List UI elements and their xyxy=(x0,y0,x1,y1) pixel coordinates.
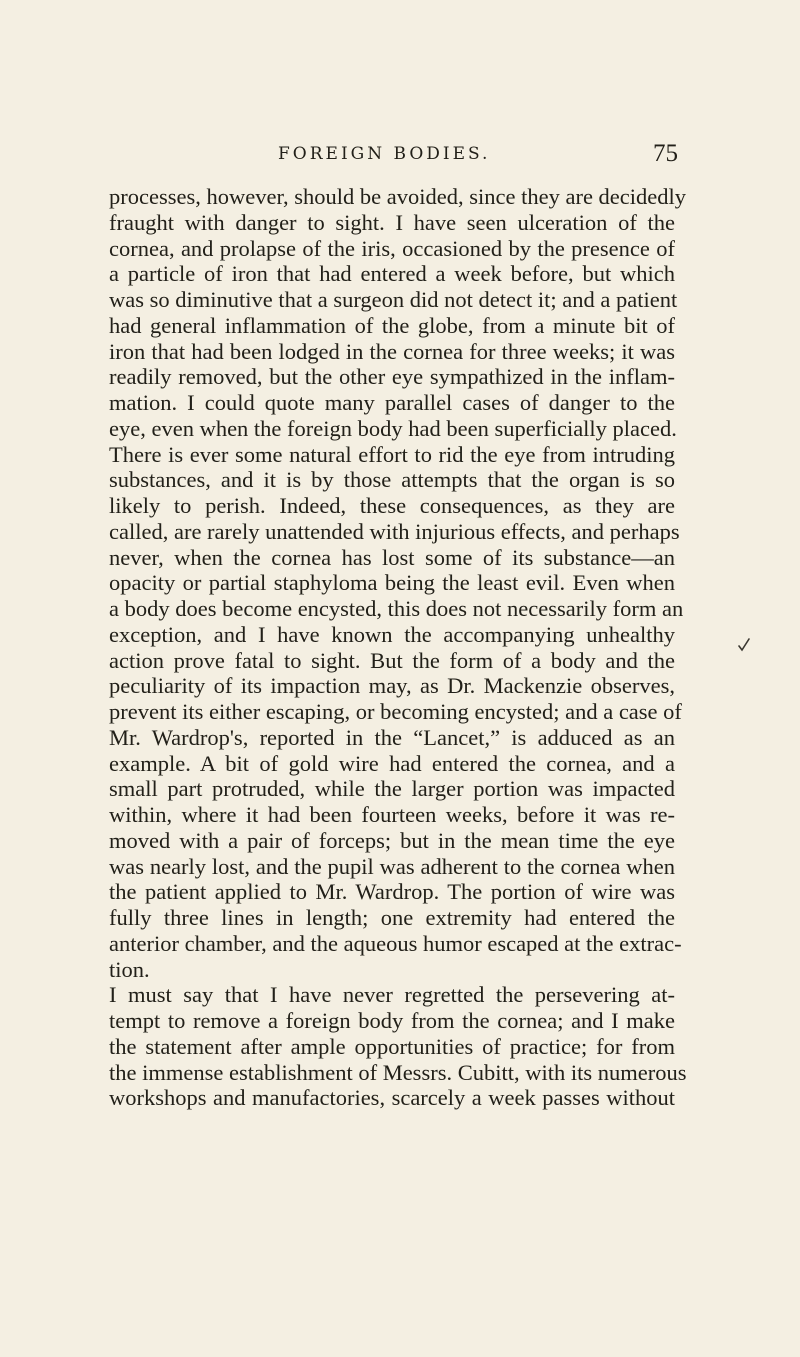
text-line: small part protruded, while the larger portion was impacted xyxy=(109,776,675,802)
text-line: the patient applied to Mr. Wardrop. The portion of wire was xyxy=(109,879,675,905)
text-line: had general inflammation of the globe, from a minute bit of xyxy=(109,312,675,338)
text-line: tion. xyxy=(109,956,150,982)
text-line: moved with a pair of forceps; but in the mean time the eye xyxy=(109,827,675,853)
text-line: prevent its either escaping, or becoming encysted; and a case of xyxy=(109,699,682,724)
text-line: fully three lines in length; one extremity had entered the xyxy=(109,905,675,930)
running-title: FOREIGN BODIES. xyxy=(278,144,491,164)
text-line: example. A bit of gold wire had entered the cornea, and a xyxy=(109,750,675,776)
text-line: was nearly lost, and the pupil was adherent to the cornea when xyxy=(109,853,675,879)
text-line: anterior chamber, and the aqueous humor escaped at the extrac- xyxy=(109,930,682,956)
text-line: tempt to remove a foreign body from the cornea; and I make xyxy=(109,1008,675,1033)
text-line: within, where it had been fourteen weeks, before it was re- xyxy=(109,802,675,827)
text-line: readily removed, but the other eye sympathized in the inflam- xyxy=(109,364,675,390)
text-line: never, when the cornea has lost some of its substance—an xyxy=(109,544,675,570)
text-line: processes, however, should be avoided, since they are decidedly xyxy=(109,184,687,209)
paragraph-first-line: I must say that I have never regretted the persevering at- xyxy=(109,982,675,1008)
text-line: was so diminutive that a surgeon did not detect it; and a patient xyxy=(109,287,678,312)
page-number: 75 xyxy=(653,140,678,167)
text-line: workshops and manufactories, scarcely a week passes without xyxy=(109,1085,675,1111)
pencil-check-mark-icon xyxy=(738,638,750,652)
text-line: fraught with danger to sight. I have seen ulceration of the xyxy=(109,209,675,235)
text-line: substances, and it is by those attempts that the organ is so xyxy=(109,467,675,493)
text-line: peculiarity of its impaction may, as Dr. Mackenzie observes, xyxy=(109,673,675,699)
text-line: a particle of iron that had entered a week before, but which xyxy=(109,261,675,287)
text-line: mation. I could quote many parallel cases of danger to the xyxy=(109,390,675,415)
body-text xyxy=(109,184,687,1111)
text-line: the statement after ample opportunities of practice; for from xyxy=(109,1033,675,1059)
text-line: likely to perish. Indeed, these consequences, as they are xyxy=(109,493,675,518)
text-line: opacity or partial staphyloma being the least evil. Even when xyxy=(109,570,675,596)
running-head xyxy=(278,140,678,174)
text-line: Mr. Wardrop's, reported in the “Lancet,” is adduced as an xyxy=(109,724,675,750)
text-line: action prove fatal to sight. But the form of a body and the xyxy=(109,647,675,673)
text-line: a body does become encysted, this does not necessarily form an xyxy=(109,596,684,621)
text-line: eye, even when the foreign body had been superficially placed. xyxy=(109,415,677,441)
text-line: cornea, and prolapse of the iris, occasioned by the presence of xyxy=(109,235,675,261)
text-line: There is ever some natural effort to rid the eye from intruding xyxy=(109,441,675,467)
text-line: called, are rarely unattended with injurious effects, and perhaps xyxy=(109,518,680,544)
text-line: the immense establishment of Messrs. Cubitt, with its numerous xyxy=(109,1059,687,1085)
text-line: iron that had been lodged in the cornea for three weeks; it was xyxy=(109,338,675,364)
text-line: exception, and I have known the accompanying unhealthy xyxy=(109,621,675,647)
